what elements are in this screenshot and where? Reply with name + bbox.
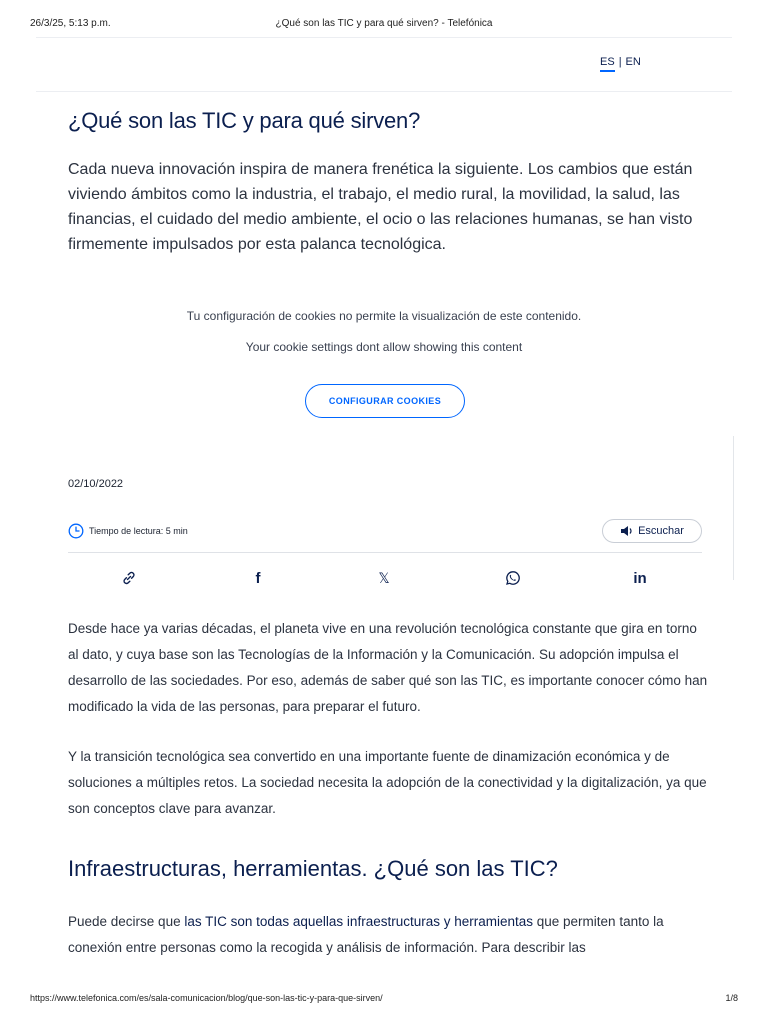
print-page-title: ¿Qué son las TIC y para qué sirven? - Telefónica [275,18,493,29]
share-divider [68,552,702,553]
p3-text-start: Puede decirse que [68,914,185,929]
header-divider [36,91,732,92]
publish-date: 02/10/2022 [68,478,124,490]
copy-link-button[interactable] [119,568,139,588]
configure-cookies-button[interactable]: CONFIGURAR COOKIES [305,384,465,418]
share-bar [68,568,702,588]
language-switcher [600,56,641,68]
share-linkedin-button[interactable] [630,568,650,588]
cookie-message-en: Your cookie settings dont allow showing this content [245,340,523,354]
print-url: https://www.telefonica.com/es/sala-comunicacion/blog/que-son-las-tic-y-para-que-sirven/ [30,993,383,1003]
p3-text-end: que permiten tanto la conexión entre personas como la recogida y análisis de información. Para describir las [68,914,664,955]
section-heading: Infraestructuras, herramientas. ¿Qué son las TIC? [68,856,558,881]
link-icon [121,570,137,586]
facebook-icon: f [255,569,261,587]
language-separator: | [618,56,622,68]
clock-icon [68,523,84,539]
share-whatsapp-button[interactable] [503,568,523,588]
body-paragraph-3 [68,909,708,961]
p3-highlight: las TIC son todas aquellas infraestructuras y herramientas [184,914,534,929]
print-page-number: 1/8 [725,993,738,1003]
share-x-button[interactable] [374,568,394,588]
article-title: ¿Qué son las TIC y para qué sirven? [68,108,421,133]
language-es-link[interactable]: ES [600,56,615,72]
listen-label: Escuchar [638,525,684,537]
print-footer [30,993,738,1007]
print-header [30,18,738,32]
scrollbar-track [733,436,734,580]
cookie-message-es: Tu configuración de cookies no permite la visualización de este contenido. [186,309,582,323]
speaker-icon [620,525,634,537]
reading-time [68,522,188,540]
reading-time-label: Tiempo de lectura: 5 min [89,526,188,536]
whatsapp-icon [505,570,521,586]
article-lead: Cada nueva innovación inspira de manera frenética la siguiente. Los cambios que están viviendo ámbitos como la industria, el trabajo, el medio rural, la movilidad, la salud, las financias, el cuidado del medio ambiente, el ocio o las relaciones humanas, se han visto firmemente impulsados por esta palanca tecnológica. [68,161,693,253]
share-facebook-button[interactable] [248,568,268,588]
language-en-link[interactable]: EN [625,56,641,68]
body-paragraph-2: Y la transición tecnológica sea convertido en una importante fuente de dinamización económica y de soluciones a múltiples retos. La sociedad necesita la adopción de la conectividad y la digitalización, ya que son conceptos clave para avanzar. [68,749,707,816]
print-datetime: 26/3/25, 5:13 p.m. [30,18,111,29]
listen-button[interactable] [602,519,702,543]
linkedin-icon: in [633,569,647,587]
top-divider [36,37,732,38]
body-paragraph-1: Desde hace ya varias décadas, el planeta vive en una revolución tecnológica constante que gira en torno al dato, y cuya base son las Tecnologías de la Información y la Comunicación. Su adopción impulsa el desarrollo de las sociedades. Por eso, además de saber qué son las TIC, es importante conocer cómo han modificado la vida de las personas, para preparar el futuro. [68,621,708,714]
x-icon: 𝕏 [378,569,390,586]
